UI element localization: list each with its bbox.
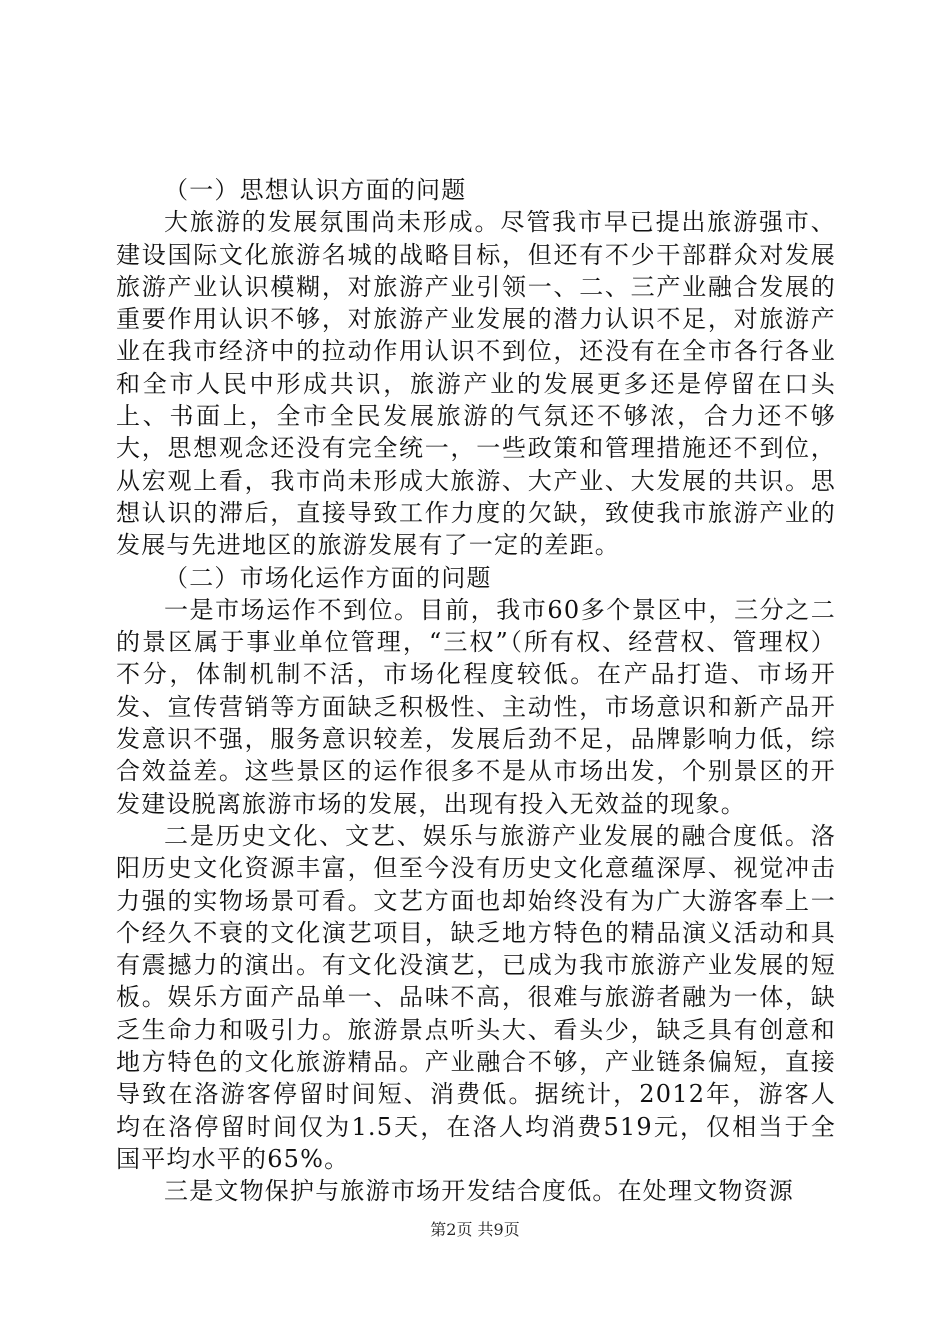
paragraph-market-operation: 一是市场运作不到位。目前，我市60多个景区中，三分之二的景区属于事业单位管理，“三权”（所有权、经营权、管理权）不分，体制机制不活，市场化程度较低。在产品打造、市场开发、宣传营销等方面缺乏积极性、主动性，市场意识和新产品开发意识不强，服务意识较差，发展后劲不足，品牌影响力低，综合效益差。这些景区的运作很多不是从市场出发，个别景区的开发建设脱离旅游市场的发展，出现有投入无效益的现象。: [116, 595, 836, 818]
section-heading-market: （二）市场化运作方面的问题: [164, 563, 492, 592]
page-number-footer: 第2页 共9页: [430, 1220, 520, 1239]
section-heading-thinking: （一）思想认识方面的问题: [164, 176, 467, 204]
document-body: [116, 174, 836, 1208]
paragraph-relic-protection: 三是文物保护与旅游市场开发结合度低。在处理文物资源: [164, 1177, 794, 1206]
paragraph-atmosphere: 大旅游的发展氛围尚未形成。尽管我市早已提出旅游强市、建设国际文化旅游名城的战略目标，但还有不少干部群众对发展旅游产业认识模糊，对旅游产业引领一、二、三产业融合发展的重要作用认识不够，对旅游产业发展的潜力认识不足，对旅游产业在我市经济中的拉动作用认识不到位，还没有在全市各行各业和全市人民中形成共识，旅游产业的发展更多还是停留在口头上、书面上，全市全民发展旅游的气氛还不够浓，合力还不够大，思想观念还没有完全统一，一些政策和管理措施还不到位，从宏观上看，我市尚未形成大旅游、大产业、大发展的共识。思想认识的滞后，直接导致工作力度的欠缺，致使我市旅游产业的发展与先进地区的旅游发展有了一定的差距。: [116, 208, 836, 560]
paragraph-culture-integration: 二是历史文化、文艺、娱乐与旅游产业发展的融合度低。洛阳历史文化资源丰富，但至今没有历史文化意蕴深厚、视觉冲击力强的实物场景可看。文艺方面也却始终没有为广大游客奉上一个经久不衰的文化演艺项目，缺乏地方特色的精品演义活动和具有震撼力的演出。有文化没演艺，已成为我市旅游产业发展的短板。娱乐方面产品单一、品味不高，很难与旅游者融为一体，缺乏生命力和吸引力。旅游景点听头大、看头少，缺乏具有创意和地方特色的文化旅游精品。产业融合不够，产业链条偏短，直接导致在洛游客停留时间短、消费低。据统计，2012年，游客人均在洛停留时间仅为1.5天，在洛人均消费519元，仅相当于全国平均水平的65%。: [116, 821, 836, 1173]
